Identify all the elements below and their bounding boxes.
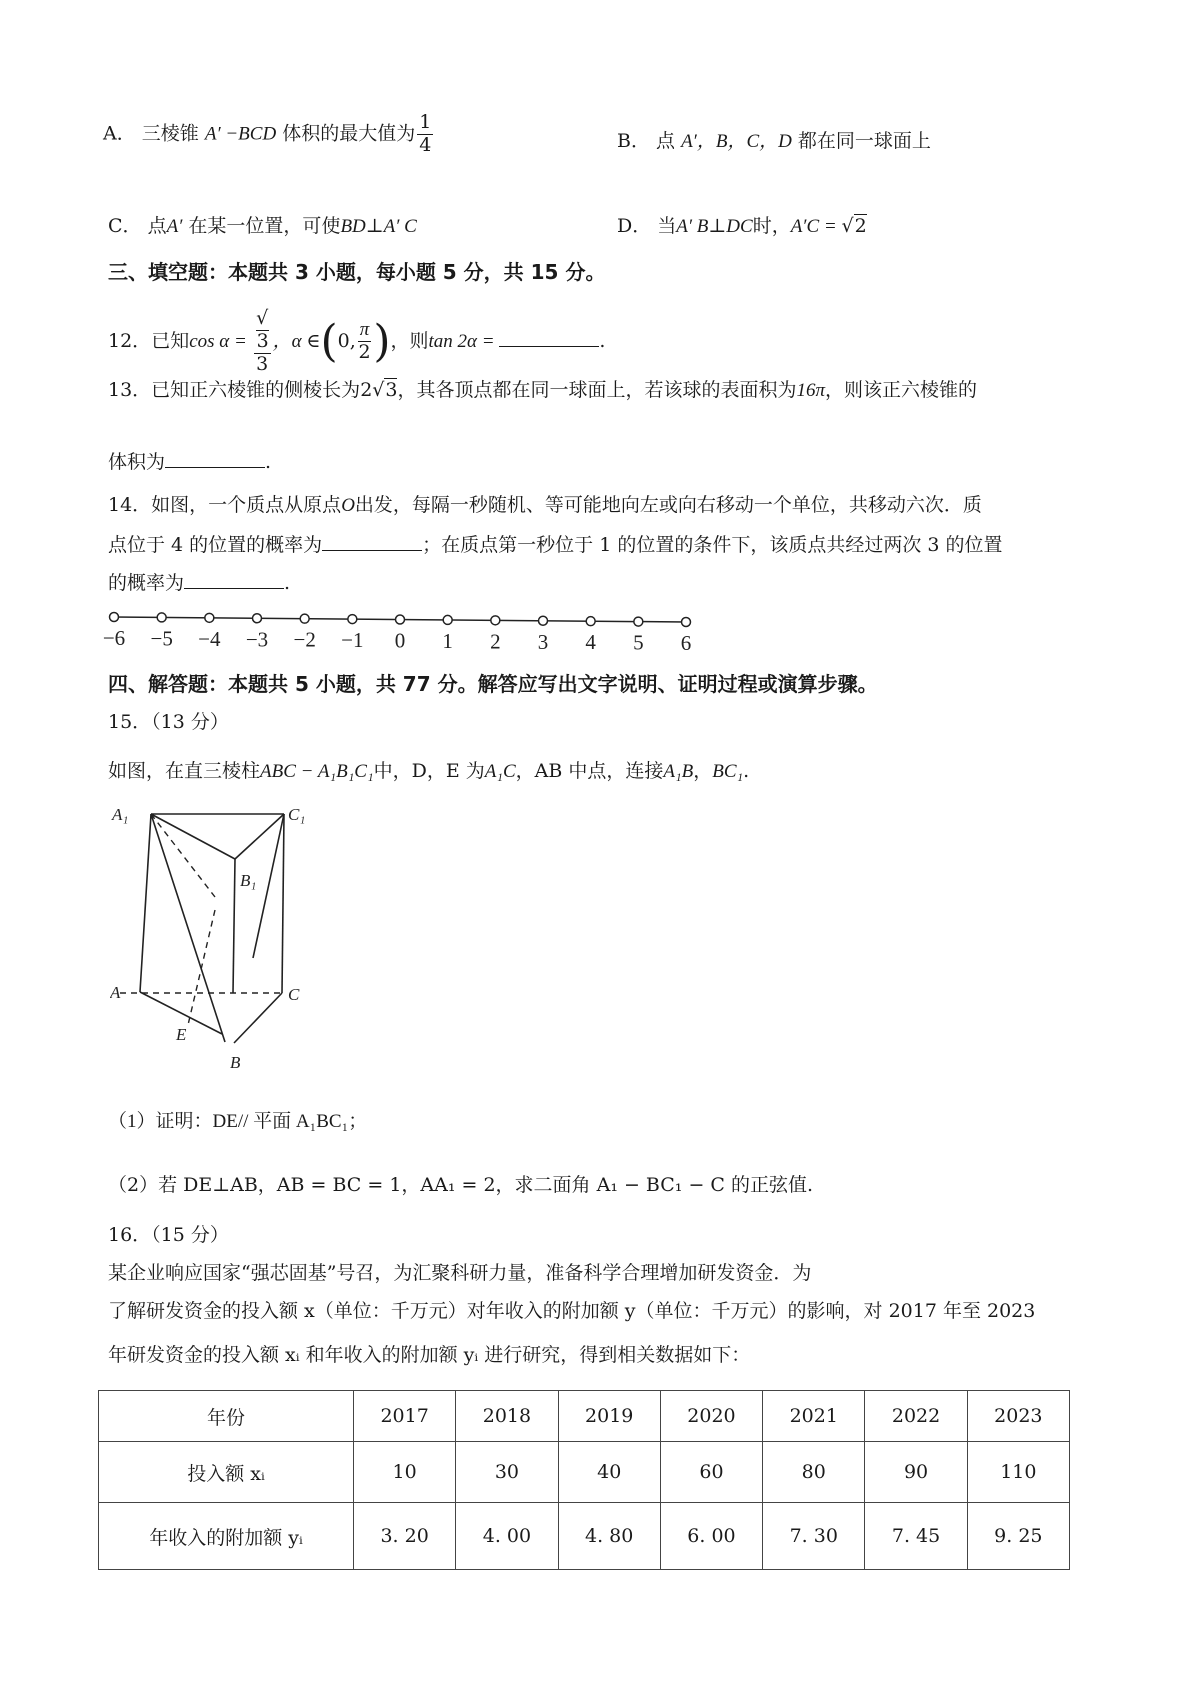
number-line-point xyxy=(300,614,309,623)
edge-a1a xyxy=(140,814,151,992)
table-cell: 4. 80 xyxy=(558,1503,660,1570)
edge-b1c1 xyxy=(235,814,284,859)
number-line-point xyxy=(253,614,262,623)
q13-line2: 体积为 xyxy=(108,451,166,473)
edge-a1c-hidden xyxy=(151,814,215,897)
number-line-label: 4 xyxy=(585,630,596,654)
question-12 xyxy=(108,308,605,376)
option-d-expr2: A′C = xyxy=(790,216,842,237)
answer-blank[interactable] xyxy=(499,327,599,347)
table-cell: 80 xyxy=(763,1442,865,1503)
table-row xyxy=(99,1503,1070,1570)
option-a xyxy=(103,112,435,157)
question-13-line2 xyxy=(108,447,271,474)
sqrt-value: 2 xyxy=(854,215,867,237)
option-a-label: A． xyxy=(103,122,136,145)
q16-header: 16．（15 分） xyxy=(108,1224,229,1246)
sqrt-symbol: √ xyxy=(841,215,854,237)
edge-c1c xyxy=(282,814,284,993)
q14-line2b: ；在质点第一秒位于 1 的位置的条件下，该质点共经过两次 3 的位置 xyxy=(422,534,1003,556)
answer-blank[interactable] xyxy=(184,569,284,589)
option-a-text-post: 体积的最大值为 xyxy=(282,122,416,145)
q15-seg3: BC₁ xyxy=(712,761,744,782)
label-c1: C₁ xyxy=(288,805,306,824)
number-line-label: −5 xyxy=(150,626,173,651)
section-3-title: 三、填空题：本题共 3 小题，每小题 5 分，共 15 分。 xyxy=(108,260,606,284)
table-header-cell: 2018 xyxy=(456,1391,558,1442)
number-line-label: −6 xyxy=(102,626,126,650)
option-c-text: 点 xyxy=(147,215,167,237)
option-c-text-mid: 在某一位置，可使 xyxy=(188,215,341,237)
left-paren: ( xyxy=(320,315,338,367)
number-line-point xyxy=(396,615,405,624)
table-cell: 9. 25 xyxy=(967,1503,1069,1570)
option-c-label: C． xyxy=(108,215,142,237)
q14-end: . xyxy=(284,572,291,594)
sqrt-value: 3 xyxy=(385,379,398,401)
q15-intro-pre: 如图，在直三棱柱 xyxy=(108,760,261,782)
number-line-point xyxy=(682,618,691,627)
q12-number: 12． xyxy=(108,329,152,352)
number-line-label: −4 xyxy=(198,626,221,651)
table-header-row xyxy=(99,1391,1070,1442)
number-line-label: −1 xyxy=(341,628,364,653)
number-line-point xyxy=(443,615,452,624)
q13-text: 13．已知正六棱锥的侧棱长为 xyxy=(108,379,361,401)
number-line xyxy=(100,606,700,654)
q15-seg2: A₁B xyxy=(663,761,694,782)
option-d xyxy=(617,211,867,238)
q16-line1: 某企业响应国家“强芯固基”号召，为汇聚科研力量，准备科学合理增加研发资金．为 xyxy=(108,1262,812,1284)
q14-text: 14．如图，一个质点从原点 xyxy=(108,494,342,516)
answer-blank[interactable] xyxy=(322,531,422,551)
edge-bc xyxy=(234,993,282,1043)
q13-coef: 2 xyxy=(360,379,373,401)
number-line-label: 6 xyxy=(680,631,692,654)
q14-origin: O xyxy=(341,495,355,516)
option-c-expr2: BD⊥A′ C xyxy=(340,216,417,237)
table-cell: 60 xyxy=(660,1442,762,1503)
question-14-line1 xyxy=(108,490,982,517)
q13-end: . xyxy=(265,451,272,473)
label-c: C xyxy=(288,985,300,1004)
frac-num: 1 xyxy=(419,111,432,133)
prism-figure xyxy=(110,790,310,1080)
option-b xyxy=(617,126,931,153)
table-cell: 30 xyxy=(456,1442,558,1503)
frac-num: √ 3 xyxy=(254,308,271,354)
table-cell: 7. 45 xyxy=(865,1503,967,1570)
q15-intro-mid: 中，D，E 为 xyxy=(373,760,485,782)
number-line-point xyxy=(634,617,643,626)
q15-intro-mid2: ，AB 中点，连接 xyxy=(515,760,664,782)
number-line-point xyxy=(110,613,119,622)
number-line-label: −3 xyxy=(245,627,269,652)
edge-b1b xyxy=(233,859,235,993)
option-d-label: D． xyxy=(617,215,652,237)
option-d-text-mid: 时， xyxy=(752,215,791,237)
frac-num: π xyxy=(359,319,370,341)
label-a: A xyxy=(110,983,121,1002)
number-line-point xyxy=(348,615,357,624)
q15-seg1: A₁C xyxy=(484,761,516,782)
right-paren: ) xyxy=(373,315,391,367)
q15-part1: （1）证明：DE// 平面 A₁BC₁； xyxy=(108,1111,368,1132)
fraction-pi-over-2 xyxy=(358,319,372,364)
table-cell: 10 xyxy=(354,1442,456,1503)
label-b: B xyxy=(230,1053,241,1072)
table-header-cell: 年份 xyxy=(99,1391,354,1442)
q12-mid: ，α ∈ xyxy=(272,330,321,352)
q12-end: . xyxy=(599,329,606,352)
option-c-expr1: A′ xyxy=(166,216,183,237)
q13-area: 16π xyxy=(796,380,826,401)
q15-end: . xyxy=(743,760,750,782)
q13-text-c: ，则该正六棱锥的 xyxy=(825,379,978,401)
label-e: E xyxy=(176,1025,187,1044)
section-4-title: 四、解答题：本题共 5 小题，共 77 分。解答应写出文字说明、证明过程或演算步骤。 xyxy=(108,672,878,696)
option-b-label: B． xyxy=(617,130,650,152)
data-table xyxy=(98,1390,1070,1570)
number-line-label: 2 xyxy=(490,629,501,654)
edge-c1b xyxy=(253,814,284,958)
fraction-one-quarter xyxy=(417,112,433,157)
number-line-point xyxy=(586,617,595,626)
q14-line2a: 点位于 4 的位置的概率为 xyxy=(108,534,323,556)
fraction-sqrt3-over-3 xyxy=(254,308,271,376)
number-line-point xyxy=(157,613,166,622)
table-row xyxy=(99,1442,1070,1503)
table-header-cell: 2023 xyxy=(967,1391,1069,1442)
table-cell: 7. 30 xyxy=(763,1503,865,1570)
question-13-line1: 13．已知正六棱锥的侧棱长为2√3，其各顶点都在同一球面上，若该球的表面积为16π，则该正六棱锥的 xyxy=(108,379,978,401)
number-line-point xyxy=(491,616,500,625)
table-cell: 6. 00 xyxy=(660,1503,762,1570)
q12-pre: 已知 xyxy=(151,329,190,352)
table-cell: 3. 20 xyxy=(354,1503,456,1570)
frac-den: 2 xyxy=(358,341,371,364)
number-line-label: 3 xyxy=(537,629,549,654)
option-c xyxy=(108,211,417,238)
number-line-label: 1 xyxy=(442,628,453,653)
table-cell: 40 xyxy=(558,1442,660,1503)
frac-den: 3 xyxy=(256,352,269,375)
q12-tan: tan 2α = xyxy=(428,330,500,352)
number-line-label: −2 xyxy=(293,627,316,652)
table-header-cell: 2022 xyxy=(865,1391,967,1442)
table-header-cell: 2021 xyxy=(763,1391,865,1442)
q15-part2: （2）若 DE⊥AB，AB = BC = 1，AA₁ = 2，求二面角 A₁ − BC₁ − C 的正弦值. xyxy=(108,1174,814,1196)
table-cell: 110 xyxy=(967,1442,1069,1503)
q14-line3: 的概率为 xyxy=(108,572,185,594)
q16-line2: 了解研发资金的投入额 x（单位：千万元）对年收入的附加额 y（单位：千万元）的影响，对 2017 年至 2023 xyxy=(108,1300,1036,1322)
option-b-text-post: 都在同一球面上 xyxy=(797,130,931,152)
q16-line3: 年研发资金的投入额 xᵢ 和年收入的附加额 yᵢ 进行研究，得到相关数据如下： xyxy=(108,1344,751,1366)
table-cell: 90 xyxy=(865,1442,967,1503)
question-14-line3 xyxy=(108,568,290,595)
table-header-cell: 2020 xyxy=(660,1391,762,1442)
option-a-expr: A′ −BCD xyxy=(204,123,277,145)
q15-prism: ABC − A₁B₁C₁ xyxy=(260,761,374,782)
q15-sep: ， xyxy=(693,760,713,782)
frac-den: 4 xyxy=(419,133,432,156)
q15-intro xyxy=(108,756,749,783)
q14-text-b: 出发，每隔一秒随机、等可能地向左或向右移动一个单位，共移动六次．质 xyxy=(354,494,982,516)
number-line-label: 5 xyxy=(633,630,644,654)
option-a-text: 三棱锥 xyxy=(141,122,199,145)
number-line-label: 0 xyxy=(394,628,406,653)
question-14-line2 xyxy=(108,530,1003,557)
sqrt-value: 3 xyxy=(256,329,269,352)
option-b-text: 点 xyxy=(656,130,676,152)
table-header-cell: 2017 xyxy=(354,1391,456,1442)
table-cell: 年收入的附加额 yᵢ xyxy=(99,1503,354,1570)
number-line-point xyxy=(205,613,214,622)
number-line-point xyxy=(539,616,548,625)
q13-text-b: ，其各顶点都在同一球面上，若该球的表面积为 xyxy=(397,379,797,401)
table-header-cell: 2019 xyxy=(558,1391,660,1442)
option-d-text: 当 xyxy=(657,215,677,237)
option-b-expr: A′，B，C，D xyxy=(681,131,792,152)
q15-header: 15．（13 分） xyxy=(108,711,229,733)
label-a1: A₁ xyxy=(112,805,129,824)
answer-blank[interactable] xyxy=(165,448,265,468)
option-d-expr1: A′ B⊥DC xyxy=(676,216,753,237)
q12-cos: cos α = xyxy=(189,330,252,352)
edge-de-hidden xyxy=(188,910,215,1025)
table-cell: 投入额 xᵢ xyxy=(99,1442,354,1503)
q12-post: ，则 xyxy=(390,329,429,352)
interval-left: 0, xyxy=(337,329,356,352)
table-cell: 4. 00 xyxy=(456,1503,558,1570)
label-b1: B₁ xyxy=(240,871,257,890)
